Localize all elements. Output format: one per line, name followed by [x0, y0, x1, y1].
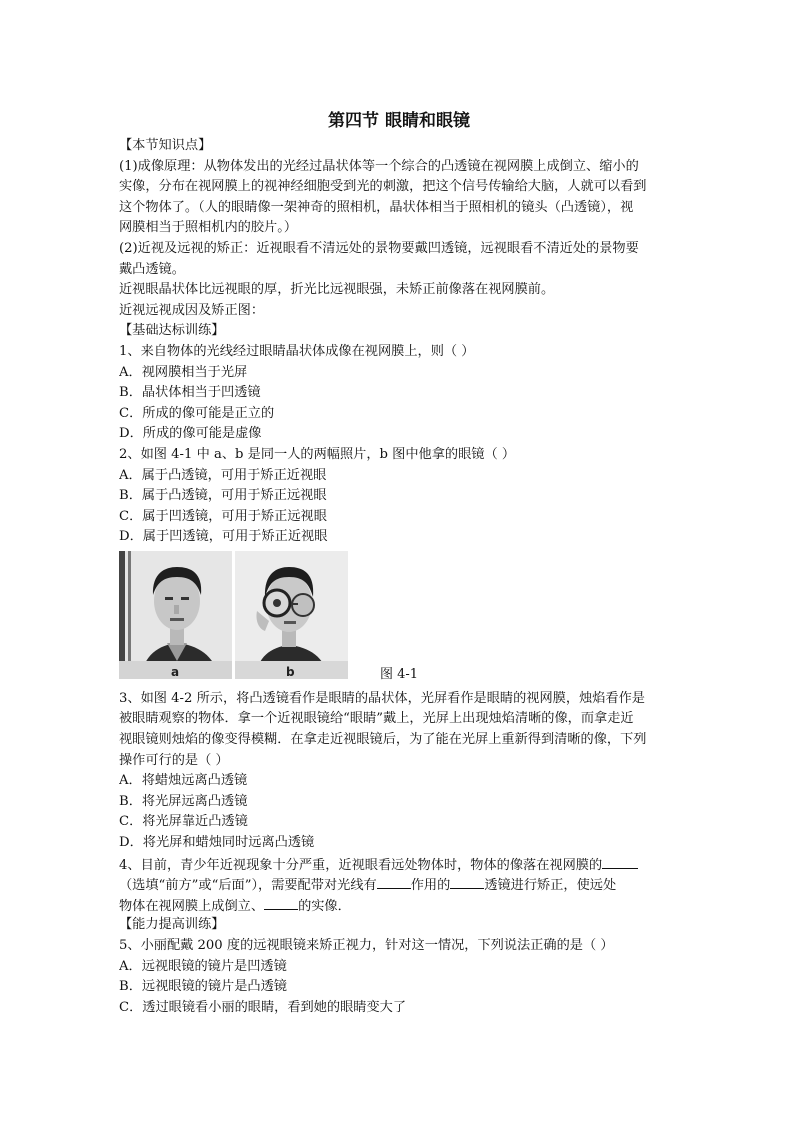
figure-caption: 图 4-1 [380, 666, 419, 682]
knowledge-line: 近视远视成因及矫正图： [119, 302, 265, 318]
knowledge-line: (1)成像原理：从物体发出的光经过晶状体等一个综合的凸透镜在视网膜上成倒立、缩小的 [119, 158, 639, 174]
question-5-option-a: A．远视眼镜的镜片是凹透镜 [119, 958, 287, 974]
question-1-option-d: D．所成的像可能是虚像 [119, 426, 262, 442]
question-1-option-a: A．视网膜相当于光屏 [119, 364, 248, 380]
page-title: 第四节 眼睛和眼镜 [328, 111, 470, 131]
photo-a [119, 551, 232, 679]
section-header-knowledge: 【本节知识点】 [119, 138, 212, 153]
question-3-option-a: A．将蜡烛远离凸透镜 [119, 773, 248, 789]
knowledge-line: 戴凸透镜。 [119, 261, 185, 277]
question-4-text: 物体在视网膜上成倒立、 [119, 898, 265, 914]
question-4-text: 的实像． [298, 898, 351, 914]
question-4-text: （选填“前方”或“后面”），需要配带对光线有 [119, 878, 377, 894]
worksheet-body [119, 136, 679, 1018]
question-5-stem: 5、小丽配戴 200 度的远视眼镜来矫正视力，针对这一情况，下列说法正确的是（ ） [119, 938, 614, 953]
photo-label-a: a [171, 664, 180, 679]
section-header-basic: 【基础达标训练】 [119, 323, 225, 339]
question-2-option-b: B．属于凸透镜，可用于矫正远视眼 [119, 488, 327, 504]
question-4-text: 4、目前，青少年近视现象十分严重，近视眼看远处物体时，物体的像落在视网膜的 [119, 857, 603, 873]
photo-label-b: b [286, 664, 295, 679]
question-4-line-2 [119, 874, 679, 895]
question-4-text: 透镜进行矫正，使远处 [484, 878, 617, 894]
question-5-option-b: B．远视眼镜的镜片是凸透镜 [119, 979, 287, 995]
fill-blank-4[interactable] [264, 895, 298, 910]
question-1-option-c: C．所成的像可能是正立的 [119, 405, 275, 421]
question-2-option-a: A．属于凸透镜，可用于矫正近视眼 [119, 467, 327, 483]
question-2-option-d: D．属于凹透镜，可用于矫正近视眼 [119, 529, 328, 545]
question-1-option-b: B．晶状体相当于凹透镜 [119, 385, 261, 401]
photo-b [235, 551, 348, 679]
fill-blank-1[interactable] [602, 854, 638, 869]
knowledge-line: (2)近视及远视的矫正：近视眼看不清远处的景物要戴凹透镜，远视眼看不清近处的景物要 [119, 240, 639, 256]
knowledge-line: 实像，分布在视网膜上的视神经细胞受到光的刺激，把这个信号传输给大脑，人就可以看到 [119, 179, 647, 195]
question-3-option-d: D．将光屏和蜡烛同时远离凸透镜 [119, 835, 315, 851]
question-3-stem-line: 视眼镜则烛焰的像变得模糊．在拿走近视眼镜后，为了能在光屏上重新得到清晰的像，下列 [119, 732, 647, 748]
knowledge-line: 近视眼晶状体比远视眼的厚，折光比远视眼强，未矫正前像落在视网膜前。 [119, 282, 555, 298]
question-3-stem-line: 3、如图 4-2 所示，将凸透镜看作是眼睛的晶状体，光屏看作是眼睛的视网膜，烛焰看作是 [119, 690, 645, 706]
fill-blank-3[interactable] [450, 874, 484, 889]
question-5-option-c: C．透过眼镜看小丽的眼睛，看到她的眼睛变大了 [119, 999, 407, 1015]
knowledge-line: 这个物体了。（人的眼睛像一架神奇的照相机，晶状体相当于照相机的镜头（凸透镜），视 [119, 199, 634, 215]
question-4-line-3 [119, 895, 679, 916]
question-3-stem-line: 被眼睛观察的物体．拿一个近视眼镜给“眼睛”戴上，光屏上出现烛焰清晰的像，而拿走近 [119, 711, 634, 727]
question-3-stem-line: 操作可行的是（ ） [119, 752, 229, 768]
question-2-stem: 2、如图 4-1 中 a、b 是同一人的两幅照片，b 图中他拿的眼镜（ ） [119, 446, 516, 462]
question-3-option-c: C．将光屏靠近凸透镜 [119, 814, 248, 830]
question-3-option-b: B．将光屏远离凸透镜 [119, 793, 248, 809]
question-4-text: 作用的 [410, 878, 451, 894]
knowledge-line: 网膜相当于照相机内的胶片。） [119, 220, 298, 236]
question-2-option-c: C．属于凹透镜，可用于矫正远视眼 [119, 508, 327, 524]
figure-4-1-photos [119, 551, 348, 679]
question-4-line-1 [119, 854, 679, 875]
fill-blank-2[interactable] [377, 874, 411, 889]
section-header-ability: 【能力提高训练】 [119, 917, 225, 933]
figure-4-1 [119, 551, 679, 689]
question-1-stem: 1、来自物体的光线经过眼睛晶状体成像在视网膜上，则（ ） [119, 343, 475, 359]
